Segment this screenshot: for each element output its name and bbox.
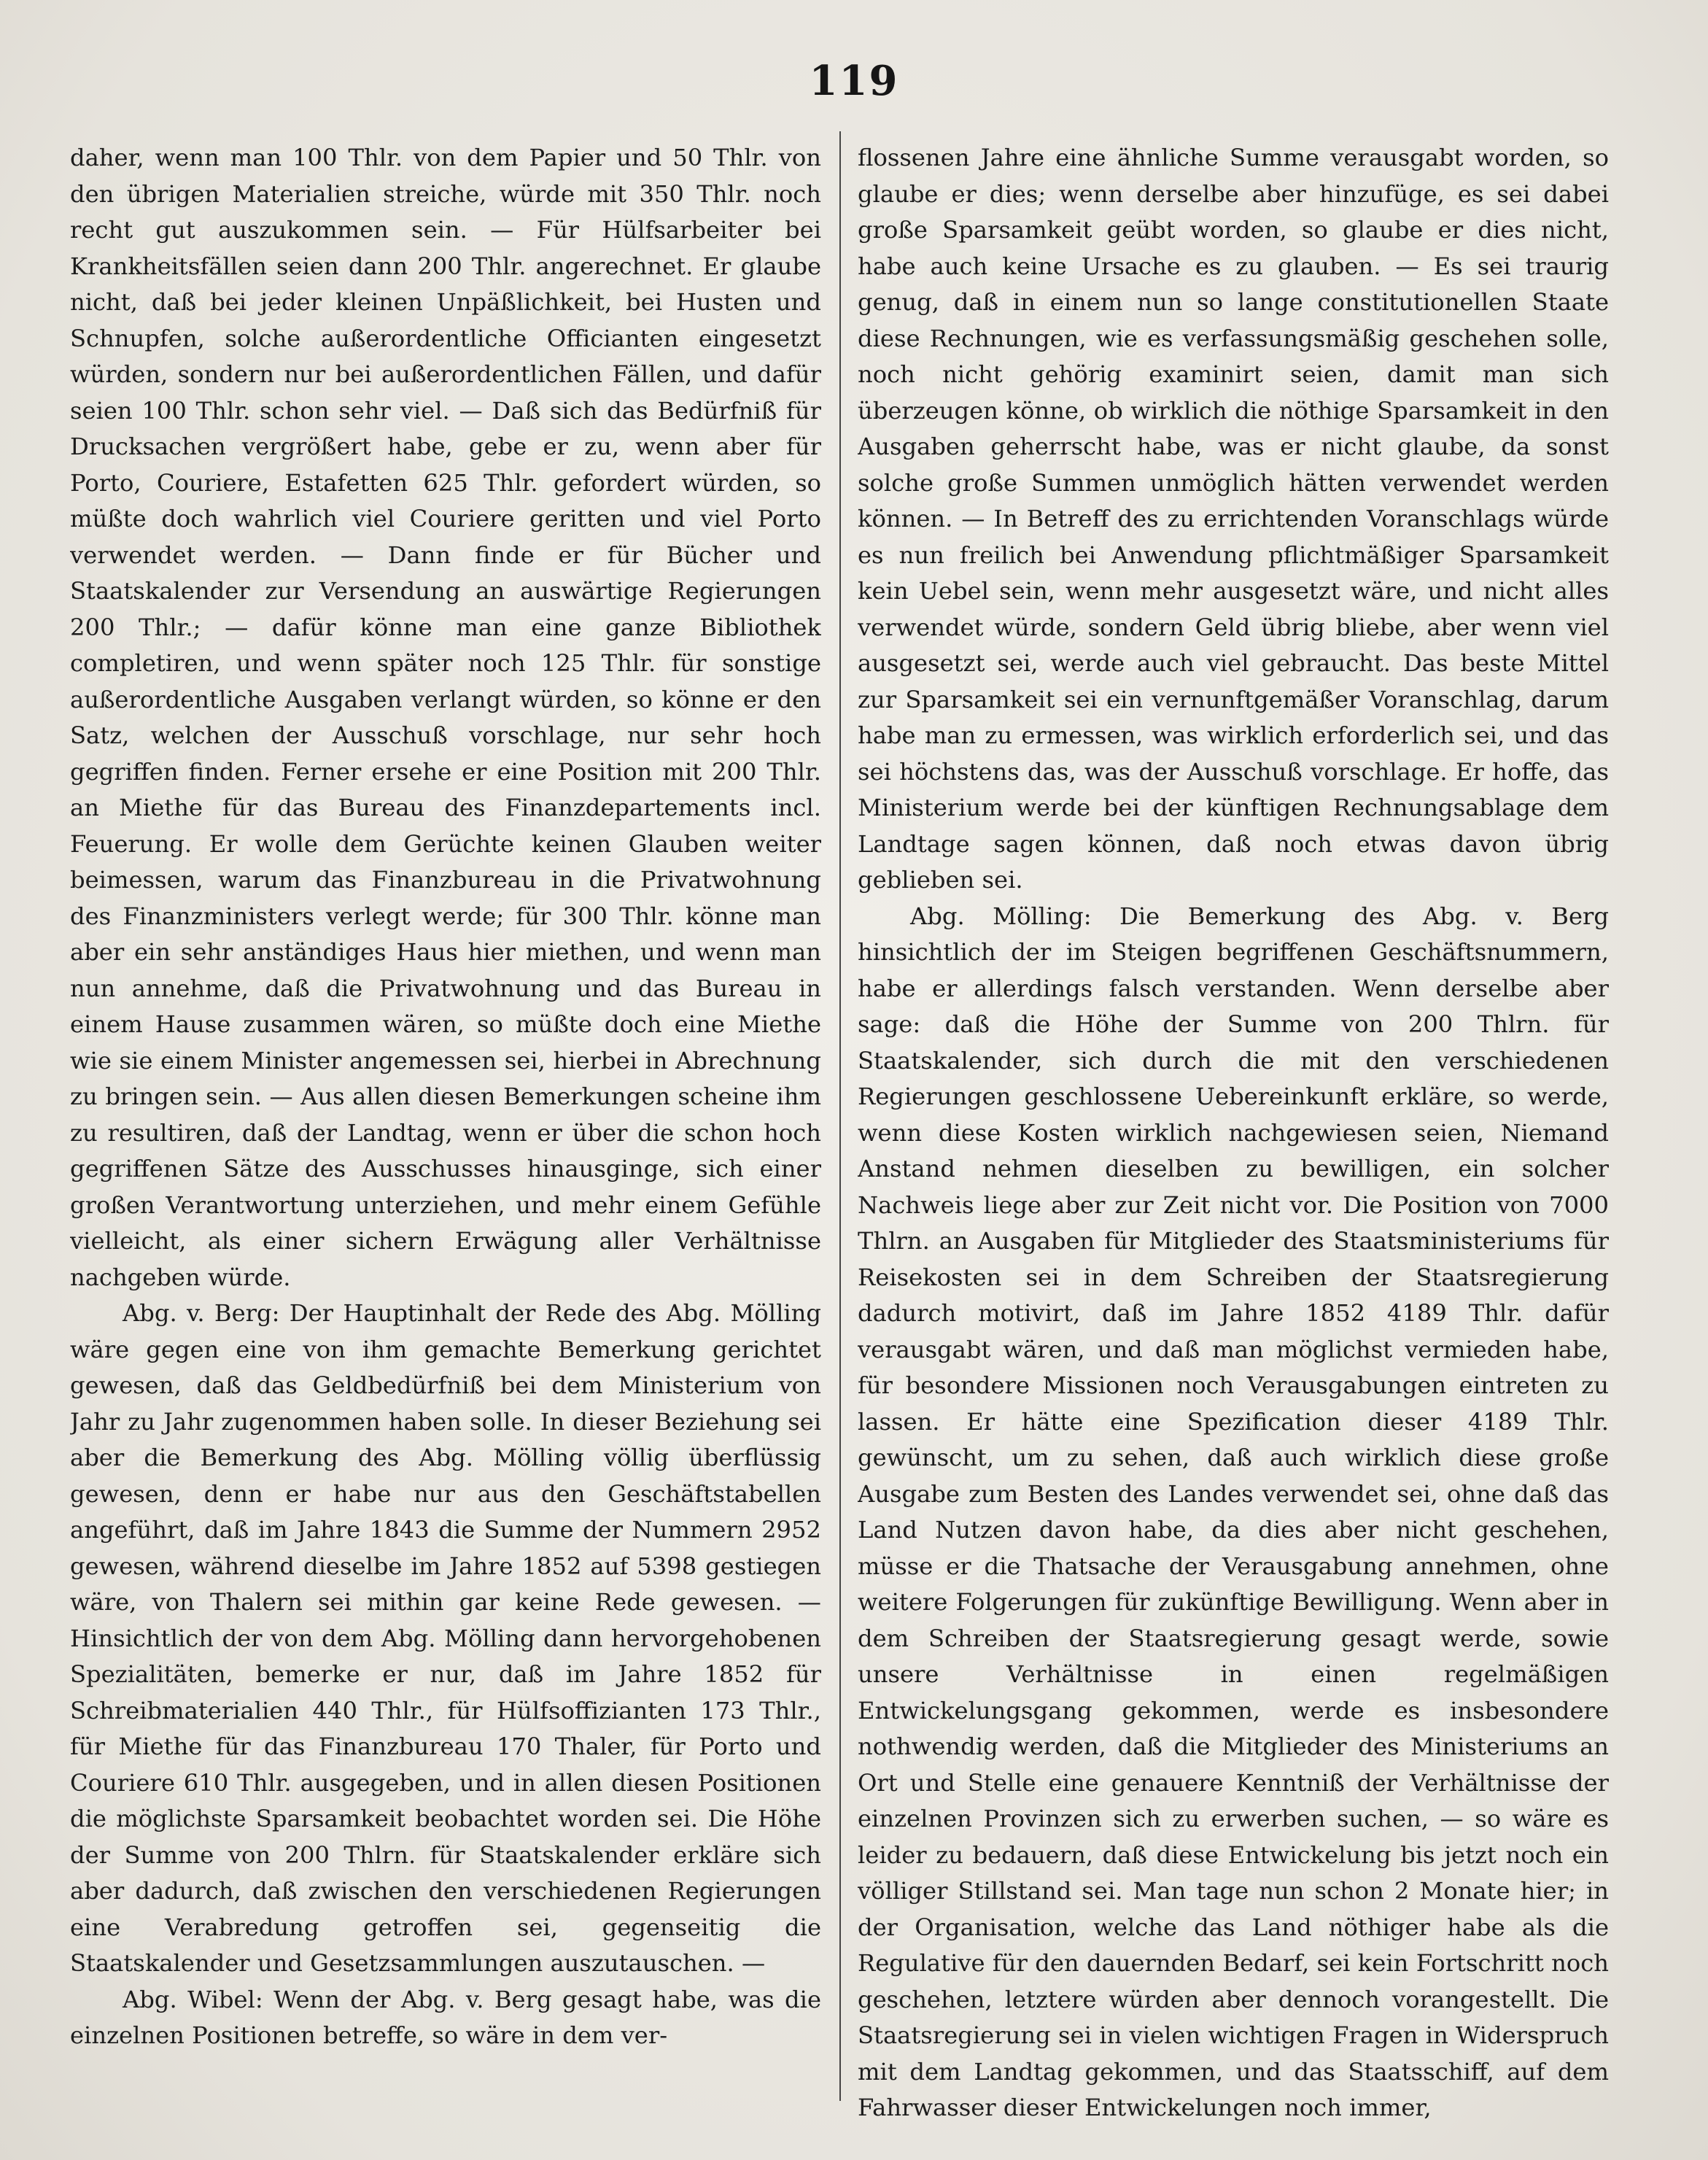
left-column [70, 140, 821, 2124]
paragraph-left-3: Abg. Wibel: Wenn der Abg. v. Berg gesagt habe, was die einzelnen Positionen betreffe, so wäre in dem ver- [70, 1985, 821, 2049]
right-column [858, 140, 1609, 2124]
paragraph-right-1: flossenen Jahre eine ähnliche Summe verausgabt worden, so glaube er dies; wenn derselbe aber hinzufüge, es sei dabei große Sparsamkeit geübt worden, so glaube er dies nicht, habe auch keine Ursache es zu glauben. — Es sei traurig genug, daß in einem nun so lange constitutionellen Staate diese Rechnungen, wie es verfassungsmäßig geschehen solle, noch nicht gehörig examinirt seien, damit man sich überzeugen könne, ob wirklich die nöthige Sparsamkeit in den Ausgaben geherrscht habe, was er nicht glaube, da sonst solche große Summen unmöglich hätten verwendet werden können. — In Betreff des zu errichtenden Voranschlags würde es nun freilich bei Anwendung pflichtmäßiger Sparsamkeit kein Uebel sein, wenn mehr ausgesetzt wäre, und nicht alles verwendet würde, sondern Geld übrig bliebe, aber wenn viel ausgesetzt sei, werde auch viel gebraucht. Das beste Mittel zur Sparsamkeit sei ein vernunftgemäßer Voranschlag, darum habe man zu ermessen, was wirklich erforderlich sei, und das sei höchstens das, was der Ausschuß vorschlage. Er hoffe, das Ministerium werde bei der künftigen Rechnungsablage dem Landtage sagen können, daß noch etwas davon übrig geblieben sei. [858, 144, 1609, 894]
paragraph-left-2: Abg. v. Berg: Der Hauptinhalt der Rede des Abg. Mölling wäre gegen eine von ihm gemachte Bemerkung gerichtet gewesen, daß das Geldbedürfniß bei dem Ministerium von Jahr zu Jahr zugenommen haben solle. In dieser Beziehung sei aber die Bemerkung des Abg. Mölling völlig überflüssig gewesen, denn er habe nur aus den Geschäftstabellen angeführt, daß im Jahre 1843 die Summe der Nummern 2952 gewesen, während dieselbe im Jahre 1852 auf 5398 gestiegen wäre, von Thalern sei mithin gar keine Rede gewesen. — Hinsichtlich der von dem Abg. Mölling dann hervorgehobenen Spezialitäten, bemerke er nur, daß im Jahre 1852 für Schreibmaterialien 440 Thlr., für Hülfsoffizianten 173 Thlr., für Miethe für das Finanzbureau 170 Thaler, für Porto und Couriere 610 Thlr. ausgegeben, und in allen diesen Positionen die möglichste Sparsamkeit beobachtet worden sei. Die Höhe der Summe von 200 Thlrn. für Staatskalender erkläre sich aber dadurch, daß zwischen den verschiedenen Regierungen eine Verabredung getroffen sei, gegenseitig die Staatskalender und Gesetzsammlungen auszutauschen. — [70, 1299, 821, 1977]
page-number: 119 [809, 57, 899, 105]
column-divider [839, 131, 841, 2101]
paragraph-left-1: daher, wenn man 100 Thlr. von dem Papier und 50 Thlr. von den übrigen Materialien streiche, würde mit 350 Thlr. noch recht gut auszukommen sein. — Für Hülfsarbeiter bei Krankheitsfällen seien dann 200 Thlr. angerechnet. Er glaube nicht, daß bei jeder kleinen Unpäßlichkeit, bei Husten und Schnupfen, solche außerordentliche Officianten eingesetzt würden, sondern nur bei außerordentlichen Fällen, und dafür seien 100 Thlr. schon sehr viel. — Daß sich das Bedürfniß für Drucksachen vergrößert habe, gebe er zu, wenn aber für Porto, Couriere, Estafetten 625 Thlr. gefordert würden, so müßte doch wahrlich viel Couriere geritten und viel Porto verwendet werden. — Dann finde er für Bücher und Staatskalender zur Versendung an auswärtige Regierungen 200 Thlr.; — dafür könne man eine ganze Bibliothek completiren, und wenn später noch 125 Thlr. für sonstige außerordentliche Ausgaben verlangt würden, so könne er den Satz, welchen der Ausschuß vorschlage, nur sehr hoch gegriffen finden. Ferner ersehe er eine Position mit 200 Thlr. an Miethe für das Bureau des Finanzdepartements incl. Feuerung. Er wolle dem Gerüchte keinen Glauben weiter beimessen, warum das Finanzbureau in die Privatwohnung des Finanzministers verlegt werde; für 300 Thlr. könne man aber ein sehr anständiges Haus hier miethen, und wenn man nun annehme, daß die Privatwohnung und das Bureau in einem Hause zusammen wären, so müßte doch eine Miethe wie sie einem Minister angemessen sei, hierbei in Abrechnung zu bringen sein. — Aus allen diesen Bemerkungen scheine ihm zu resultiren, daß der Landtag, wenn er über die schon hoch gegriffenen Sätze des Ausschusses hinausginge, sich einer großen Verantwortung unterziehen, und mehr einem Gefühle vielleicht, als einer sichern Erwägung aller Verhältnisse nachgeben würde. [70, 144, 821, 1291]
paragraph-right-2: Abg. Mölling: Die Bemerkung des Abg. v. Berg hinsichtlich der im Steigen begriffenen Geschäftsnummern, habe er allerdings falsch verstanden. Wenn derselbe aber sage: daß die Höhe der Summe von 200 Thlrn. für Staatskalender, sich durch die mit den verschiedenen Regierungen geschlossene Uebereinkunft erkläre, so werde, wenn diese Kosten wirklich nachgewiesen seien, Niemand Anstand nehmen dieselben zu bewilligen, ein solcher Nachweis liege aber zur Zeit nicht vor. Die Position von 7000 Thlrn. an Ausgaben für Mitglieder des Staatsministeriums für Reisekosten sei in dem Schreiben der Staatsregierung dadurch motivirt, daß im Jahre 1852 4189 Thlr. dafür verausgabt wären, und daß man möglichst vermieden habe, für besondere Missionen noch Verausgabungen eintreten zu lassen. Er hätte eine Spezification dieser 4189 Thlr. gewünscht, um zu sehen, daß auch wirklich diese große Ausgabe zum Besten des Landes verwendet sei, ohne daß das Land Nutzen davon habe, da dies aber nicht geschehen, müsse er die Thatsache der Verausgabung annehmen, ohne weitere Folgerungen für zukünftige Bewilligung. Wenn aber in dem Schreiben der Staatsregierung gesagt werde, sowie unsere Verhältnisse in einen regelmäßigen Entwickelungsgang gekommen, werde es insbesondere nothwendig werden, daß die Mitglieder des Ministeriums an Ort und Stelle eine genauere Kenntniß der Verhältnisse der einzelnen Provinzen sich zu erwerben suchen, — so wäre es leider zu bedauern, daß diese Entwickelung bis jetzt noch ein völliger Stillstand sei. Man tage nun schon 2 Monate hier; in der Organisation, welche das Land nöthiger habe als die Regulative für den dauernden Bedarf, sei kein Fortschritt noch geschehen, letztere würden aber dennoch vorangestellt. Die Staatsregierung sei in vielen wichtigen Fragen in Widerspruch mit dem Landtag gekommen, und das Staatsschiff, auf dem Fahrwasser dieser Entwickelungen noch immer, [858, 902, 1609, 2121]
